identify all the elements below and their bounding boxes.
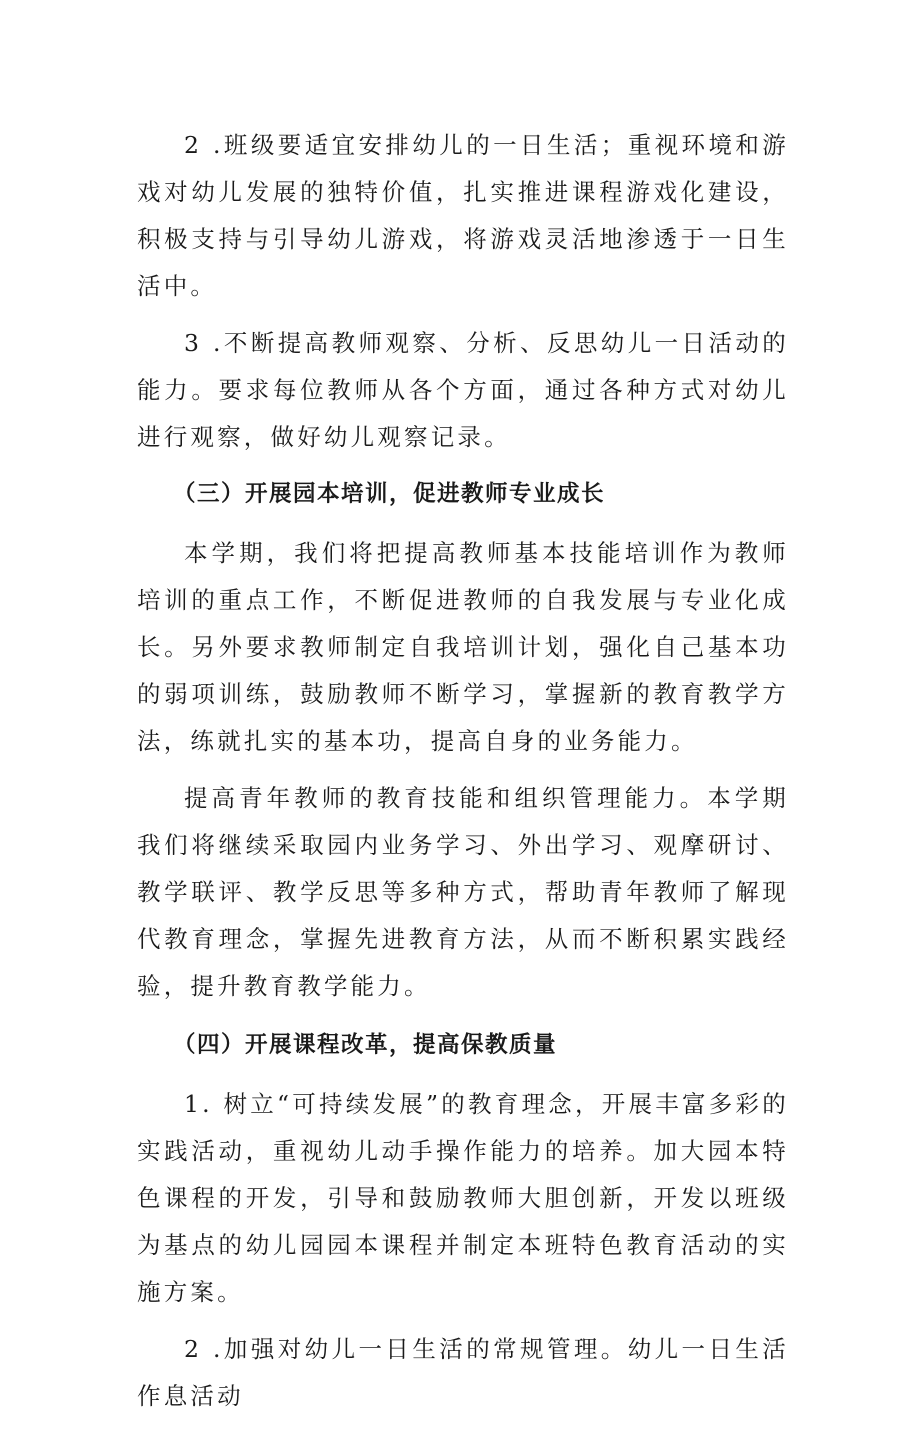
paragraph-item-3: 3 .不断提高教师观察、分析、反思幼儿一日活动的能力。要求每位教师从各个方面，通过各种方式对幼儿进行观察，做好幼儿观察记录。 bbox=[137, 329, 789, 451]
paragraph-item-2b: 2 .加强对幼儿一日生活的常规管理。幼儿一日生活作息活动 bbox=[137, 1335, 789, 1410]
paragraph-young-teachers: 提高青年教师的教育技能和组织管理能力。本学期我们将继续采取园内业务学习、外出学习、观摩研讨、教学联评、教学反思等多种方式，帮助青年教师了解现代教育理念，掌握先进教育方法，从而不断积累实践经验，提升教育教学能力。 bbox=[137, 784, 789, 1000]
paragraph-item-2: 2 .班级要适宜安排幼儿的一日生活；重视环境和游戏对幼儿发展的独特价值，扎实推进课程游戏化建设，积极支持与引导幼儿游戏，将游戏灵活地渗透于一日生活中。 bbox=[137, 131, 789, 300]
section-heading-4: （四）开展课程改革，提高保教质量 bbox=[173, 1032, 558, 1058]
document-page bbox=[137, 122, 789, 1432]
paragraph-training-plan: 本学期，我们将把提高教师基本技能培训作为教师培训的重点工作，不断促进教师的自我发展与专业化成长。另外要求教师制定自我培训计划，强化自己基本功的弱项训练，鼓励教师不断学习，掌握新的教育教学方法，练就扎实的基本功，提高自身的业务能力。 bbox=[137, 539, 789, 755]
section-heading-3: （三）开展园本培训，促进教师专业成长 bbox=[173, 481, 606, 507]
paragraph-item-1: 1. 树立“可持续发展”的教育理念，开展丰富多彩的实践活动，重视幼儿动手操作能力的培养。加大园本特色课程的开发，引导和鼓励教师大胆创新，开发以班级为基点的幼儿园园本课程并制定本班特色教育活动的实施方案。 bbox=[137, 1090, 789, 1306]
